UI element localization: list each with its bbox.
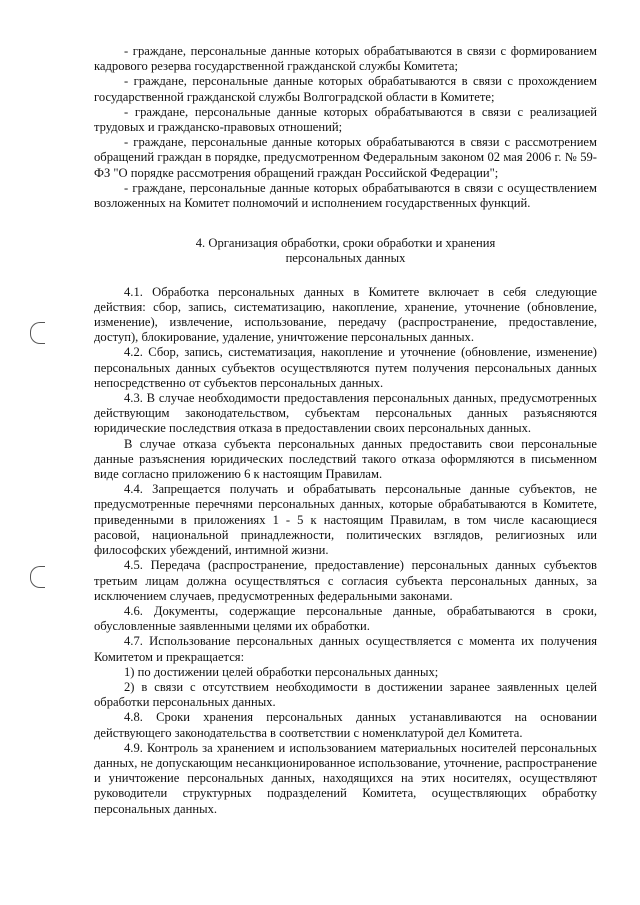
section-heading-line-1: 4. Организация обработки, сроки обработки и хранения	[195, 236, 496, 251]
paragraph: 4.7. Использование персональных данных осуществляется с момента их получения Комитетом и прекращается:	[94, 634, 597, 664]
list-item: - граждане, персональные данные которых обрабатываются в связи с рассмотрением обращений граждан в порядке, предусмотренном Федеральным законом 02 мая 2006 г. № 59-ФЗ "О порядке рассмотрения обращений граждан Российской Федерации";	[94, 135, 597, 180]
paragraph: 4.2. Сбор, запись, систематизация, накопление и уточнение (обновление, изменение) персональных данных субъектов осуществляются путем получения персональных данных непосредственно от субъектов персональных данных.	[94, 345, 597, 390]
binding-hole-mark-1	[30, 322, 45, 344]
paragraph: 4.1. Обработка персональных данных в Комитете включает в себя следующие действия: сбор, запись, систематизацию, накопление, хранение, уточнение (обновление, изменение), извлечение, использование, передачу (распространение, предоставление, доступ), блокирование, удаление, уничтожение персональных данных.	[94, 284, 597, 345]
paragraph: В случае отказа субъекта персональных данных предоставить свои персональные данные разъяснения юридических последствий такого отказа оформляются в письменном виде согласно приложению 6 к настоящим Правилам.	[94, 436, 597, 482]
paragraph: 4.9. Контроль за хранением и использованием материальных носителей персональных данных, не допускающим несанкционированное использование, уточнение, распространение и уничтожение персональных данных, находящихся на этих носителях, осуществляют руководители структурных подразделений Комитета, осуществляющих обработку персональных данных.	[94, 740, 597, 816]
list-item: - граждане, персональные данные которых обрабатываются в связи с реализацией трудовых и гражданско-правовых отношений;	[94, 104, 597, 135]
section-heading-line-2: персональных данных	[285, 251, 406, 266]
paragraph: 2) в связи с отсутствием необходимости в достижении заранее заявленных целей обработки персональных данных.	[94, 679, 597, 710]
paragraph: 4.6. Документы, содержащие персональные данные, обрабатываются в сроки, обусловленные заявленными целями их обработки.	[94, 603, 597, 634]
paragraph: 4.4. Запрещается получать и обрабатывать персональные данные субъектов, не предусмотренные перечнями персональных данных, которые обрабатываются в Комитете, приведенными в приложениях 1 - 5 к настоящим Правилам, в том числе касающиеся расовой, национальной принадлежности, политических взглядов, религиозных или философских убеждений, интимной жизни.	[94, 482, 597, 558]
paragraph: 1) по достижении целей обработки персональных данных;	[124, 664, 439, 679]
paragraph: 4.8. Сроки хранения персональных данных устанавливаются на основании действующего законодательства в соответствии с номенклатурой дел Комитета.	[94, 710, 597, 740]
list-item: - граждане, персональные данные которых обрабатываются в связи с осуществлением возложенных на Комитет полномочий и исполнением государственных функций.	[94, 180, 597, 211]
paragraph: 4.3. В случае необходимости предоставления персональных данных, предусмотренных действующим законодательством, субъектам персональных данных разъясняются юридические последствия отказа в предоставлении своих персональных данных.	[94, 391, 597, 436]
binding-hole-mark-2	[30, 566, 45, 588]
section-heading	[94, 236, 597, 266]
list-item: - граждане, персональные данные которых обрабатываются в связи с формированием кадрового резерва государственной гражданской службы Комитета;	[94, 44, 597, 74]
document-page	[94, 44, 597, 817]
paragraph: 4.5. Передача (распространение, предоставление) персональных данных субъектов третьим лицам должна осуществляться с согласия субъекта персональных данных, за исключением случаев, предусмотренных федеральными законами.	[94, 558, 597, 603]
list-item: - граждане, персональные данные которых обрабатываются в связи с прохождением государственной гражданской службы Волгоградской области в Комитете;	[94, 74, 597, 104]
